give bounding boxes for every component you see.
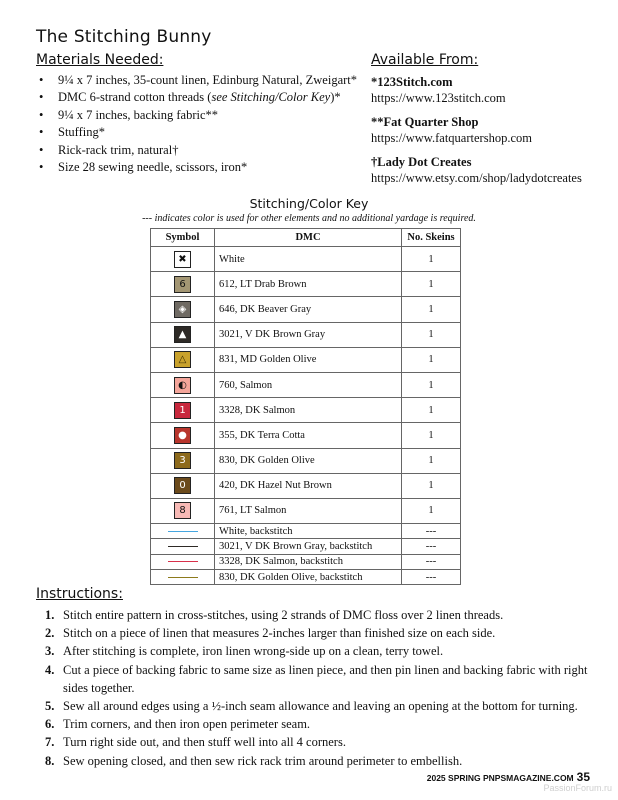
table-row — [151, 297, 461, 322]
symbol-cell — [151, 272, 215, 297]
dmc-cell: 646, DK Beaver Gray — [215, 297, 402, 322]
instruction-step — [36, 661, 596, 697]
skeins-cell: 1 — [402, 347, 461, 372]
table-row — [151, 498, 461, 523]
table-row — [151, 247, 461, 272]
skeins-cell: 1 — [402, 272, 461, 297]
page-number: 35 — [576, 770, 590, 784]
skeins-cell: 1 — [402, 322, 461, 347]
key-note: --- indicates color is used for other elements and no additional yardage is required. — [142, 213, 476, 224]
dmc-cell: 760, Salmon — [215, 372, 402, 397]
dmc-cell: 420, DK Hazel Nut Brown — [215, 473, 402, 498]
skeins-cell: 1 — [402, 423, 461, 448]
triangle-outline-icon: △ — [174, 351, 191, 368]
materials-item: • Rick-rack trim, natural† — [36, 142, 366, 159]
materials-item-text: )* — [330, 90, 341, 105]
column-header-dmc: DMC — [215, 229, 402, 247]
materials-item: • 9¼ x 7 inches, backing fabric** — [36, 107, 366, 124]
column-header-skeins: No. Skeins — [402, 229, 461, 247]
step-number: 1. — [45, 608, 55, 622]
table-row — [151, 473, 461, 498]
symbol-cell — [151, 297, 215, 322]
skeins-cell: --- — [402, 554, 461, 569]
table-row — [151, 448, 461, 473]
table-row — [151, 569, 461, 584]
dmc-cell: 830, DK Golden Olive — [215, 448, 402, 473]
step-number: 4. — [45, 662, 55, 677]
table-row — [151, 372, 461, 397]
symbol-cell — [151, 473, 215, 498]
materials-item — [36, 89, 366, 106]
symbol-cell — [151, 448, 215, 473]
skeins-cell: 1 — [402, 297, 461, 322]
symbol-cell — [151, 524, 215, 539]
step-number: 6. — [45, 717, 55, 732]
step-number: 2. — [45, 626, 55, 641]
table-row — [151, 524, 461, 539]
table-row — [151, 539, 461, 554]
column-header-symbol: Symbol — [151, 229, 215, 247]
step-text: Stitch on a piece of linen that measures 2-inches larger than finished size on each side. — [63, 626, 496, 641]
instruction-step — [36, 642, 596, 660]
number-8-icon: 8 — [174, 502, 191, 519]
number-6-icon: 6 — [174, 276, 191, 293]
skeins-cell: --- — [402, 569, 461, 584]
symbol-cell — [151, 347, 215, 372]
watermark: PassionForum.ru — [543, 783, 612, 793]
dmc-cell: 830, DK Golden Olive, backstitch — [215, 569, 402, 584]
step-text: After stitching is complete, iron linen wrong-side up on a clean, terry towel. — [63, 644, 444, 659]
instruction-step — [36, 733, 596, 751]
instruction-step — [36, 752, 596, 770]
source-name: **Fat Quarter Shop — [371, 115, 479, 129]
table-row — [151, 398, 461, 423]
step-text: Trim corners, and then iron open perimeter seam. — [63, 717, 311, 732]
source-name: †Lady Dot Creates — [371, 155, 472, 169]
step-number: 5. — [45, 699, 55, 714]
number-0-icon: 0 — [174, 477, 191, 494]
footer-text: 2025 SPRING PNPSMAGAZINE.COM — [426, 773, 574, 783]
backstitch-line-icon — [168, 531, 198, 532]
dmc-cell: 355, DK Terra Cotta — [215, 423, 402, 448]
symbol-cell — [151, 322, 215, 347]
page-footer — [427, 770, 590, 784]
step-number: 7. — [45, 735, 55, 750]
step-number: 3. — [45, 644, 55, 659]
dmc-cell: 3021, V DK Brown Gray — [215, 322, 402, 347]
dmc-cell: 3021, V DK Brown Gray, backstitch — [215, 539, 402, 554]
materials-item: • 9¼ x 7 inches, 35-count linen, Edinburg Natural, Zweigart* — [36, 72, 366, 89]
dmc-cell: 612, LT Drab Brown — [215, 272, 402, 297]
source-url: https://www.123stitch.com — [371, 91, 506, 105]
skeins-cell: 1 — [402, 448, 461, 473]
backstitch-line-icon — [168, 546, 198, 547]
number-3-icon: 3 — [174, 452, 191, 469]
skeins-cell: 1 — [402, 398, 461, 423]
symbol-cell — [151, 539, 215, 554]
materials-list — [36, 72, 366, 176]
table-header-row — [151, 229, 461, 247]
skeins-cell: --- — [402, 524, 461, 539]
number-1-icon: 1 — [174, 402, 191, 419]
instruction-step — [36, 606, 596, 624]
backstitch-line-icon — [168, 577, 198, 578]
materials-heading: Materials Needed: — [36, 52, 164, 68]
materials-item: • Stuffing* — [36, 124, 366, 141]
table-row — [151, 322, 461, 347]
symbol-cell — [151, 554, 215, 569]
step-text: Turn right side out, and then stuff well into all 4 corners. — [63, 735, 346, 750]
instructions-list — [36, 606, 596, 770]
available-from-heading: Available From: — [371, 52, 479, 68]
step-text: Stitch entire pattern in cross-stitches, using 2 strands of DMC floss over 2 linen threads. — [63, 608, 504, 622]
source-url: https://www.etsy.com/shop/ladydotcreates — [371, 171, 582, 185]
materials-item-text: DMC 6-strand cotton threads ( — [58, 90, 212, 105]
step-text: Sew opening closed, and then sew rick rack trim around perimeter to embellish. — [63, 753, 463, 768]
skeins-cell: 1 — [402, 247, 461, 272]
symbol-cell — [151, 498, 215, 523]
instructions-heading: Instructions: — [36, 586, 123, 602]
skeins-cell: --- — [402, 539, 461, 554]
skeins-cell: 1 — [402, 372, 461, 397]
dmc-cell: 3328, DK Salmon, backstitch — [215, 554, 402, 569]
step-text: Sew all around edges using a ½-inch seam allowance and leaving an opening at the bottom for turning. — [63, 699, 578, 714]
dmc-cell: 761, LT Salmon — [215, 498, 402, 523]
key-title: Stitching/Color Key — [249, 196, 369, 211]
source-list — [371, 74, 611, 186]
step-number: 8. — [45, 753, 55, 768]
table-row — [151, 347, 461, 372]
dmc-cell: White — [215, 247, 402, 272]
table-row — [151, 423, 461, 448]
available-from-section — [371, 52, 611, 194]
symbol-cell — [151, 423, 215, 448]
table-row — [151, 272, 461, 297]
instruction-step — [36, 715, 596, 733]
skeins-cell: 1 — [402, 498, 461, 523]
triangle-icon: ▲ — [174, 326, 191, 343]
page-title: The Stitching Bunny — [36, 27, 212, 47]
symbol-cell — [151, 398, 215, 423]
symbol-cell — [151, 569, 215, 584]
source-url: https://www.fatquartershop.com — [371, 131, 532, 145]
dmc-cell: White, backstitch — [215, 524, 402, 539]
materials-item-emphasis: see Stitching/Color Key — [211, 90, 331, 105]
instruction-step — [36, 697, 596, 715]
dmc-cell: 831, MD Golden Olive — [215, 347, 402, 372]
materials-item: • Size 28 sewing needle, scissors, iron* — [36, 159, 366, 176]
instruction-step — [36, 624, 596, 642]
symbol-cell — [151, 372, 215, 397]
skeins-cell: 1 — [402, 473, 461, 498]
dmc-cell: 3328, DK Salmon — [215, 398, 402, 423]
x-mark-icon: ✖ — [174, 251, 191, 268]
source-name: *123Stitch.com — [371, 75, 453, 89]
stitching-color-key-table — [150, 228, 461, 585]
symbol-cell — [151, 247, 215, 272]
circle-icon: ● — [174, 427, 191, 444]
diamond-icon: ◈ — [174, 301, 191, 318]
backstitch-line-icon — [168, 561, 198, 562]
step-text: Cut a piece of backing fabric to same size as linen piece, and then pin linen and backing fabric with right sides together. — [63, 662, 588, 695]
table-row — [151, 554, 461, 569]
half-circle-icon: ◐ — [174, 377, 191, 394]
